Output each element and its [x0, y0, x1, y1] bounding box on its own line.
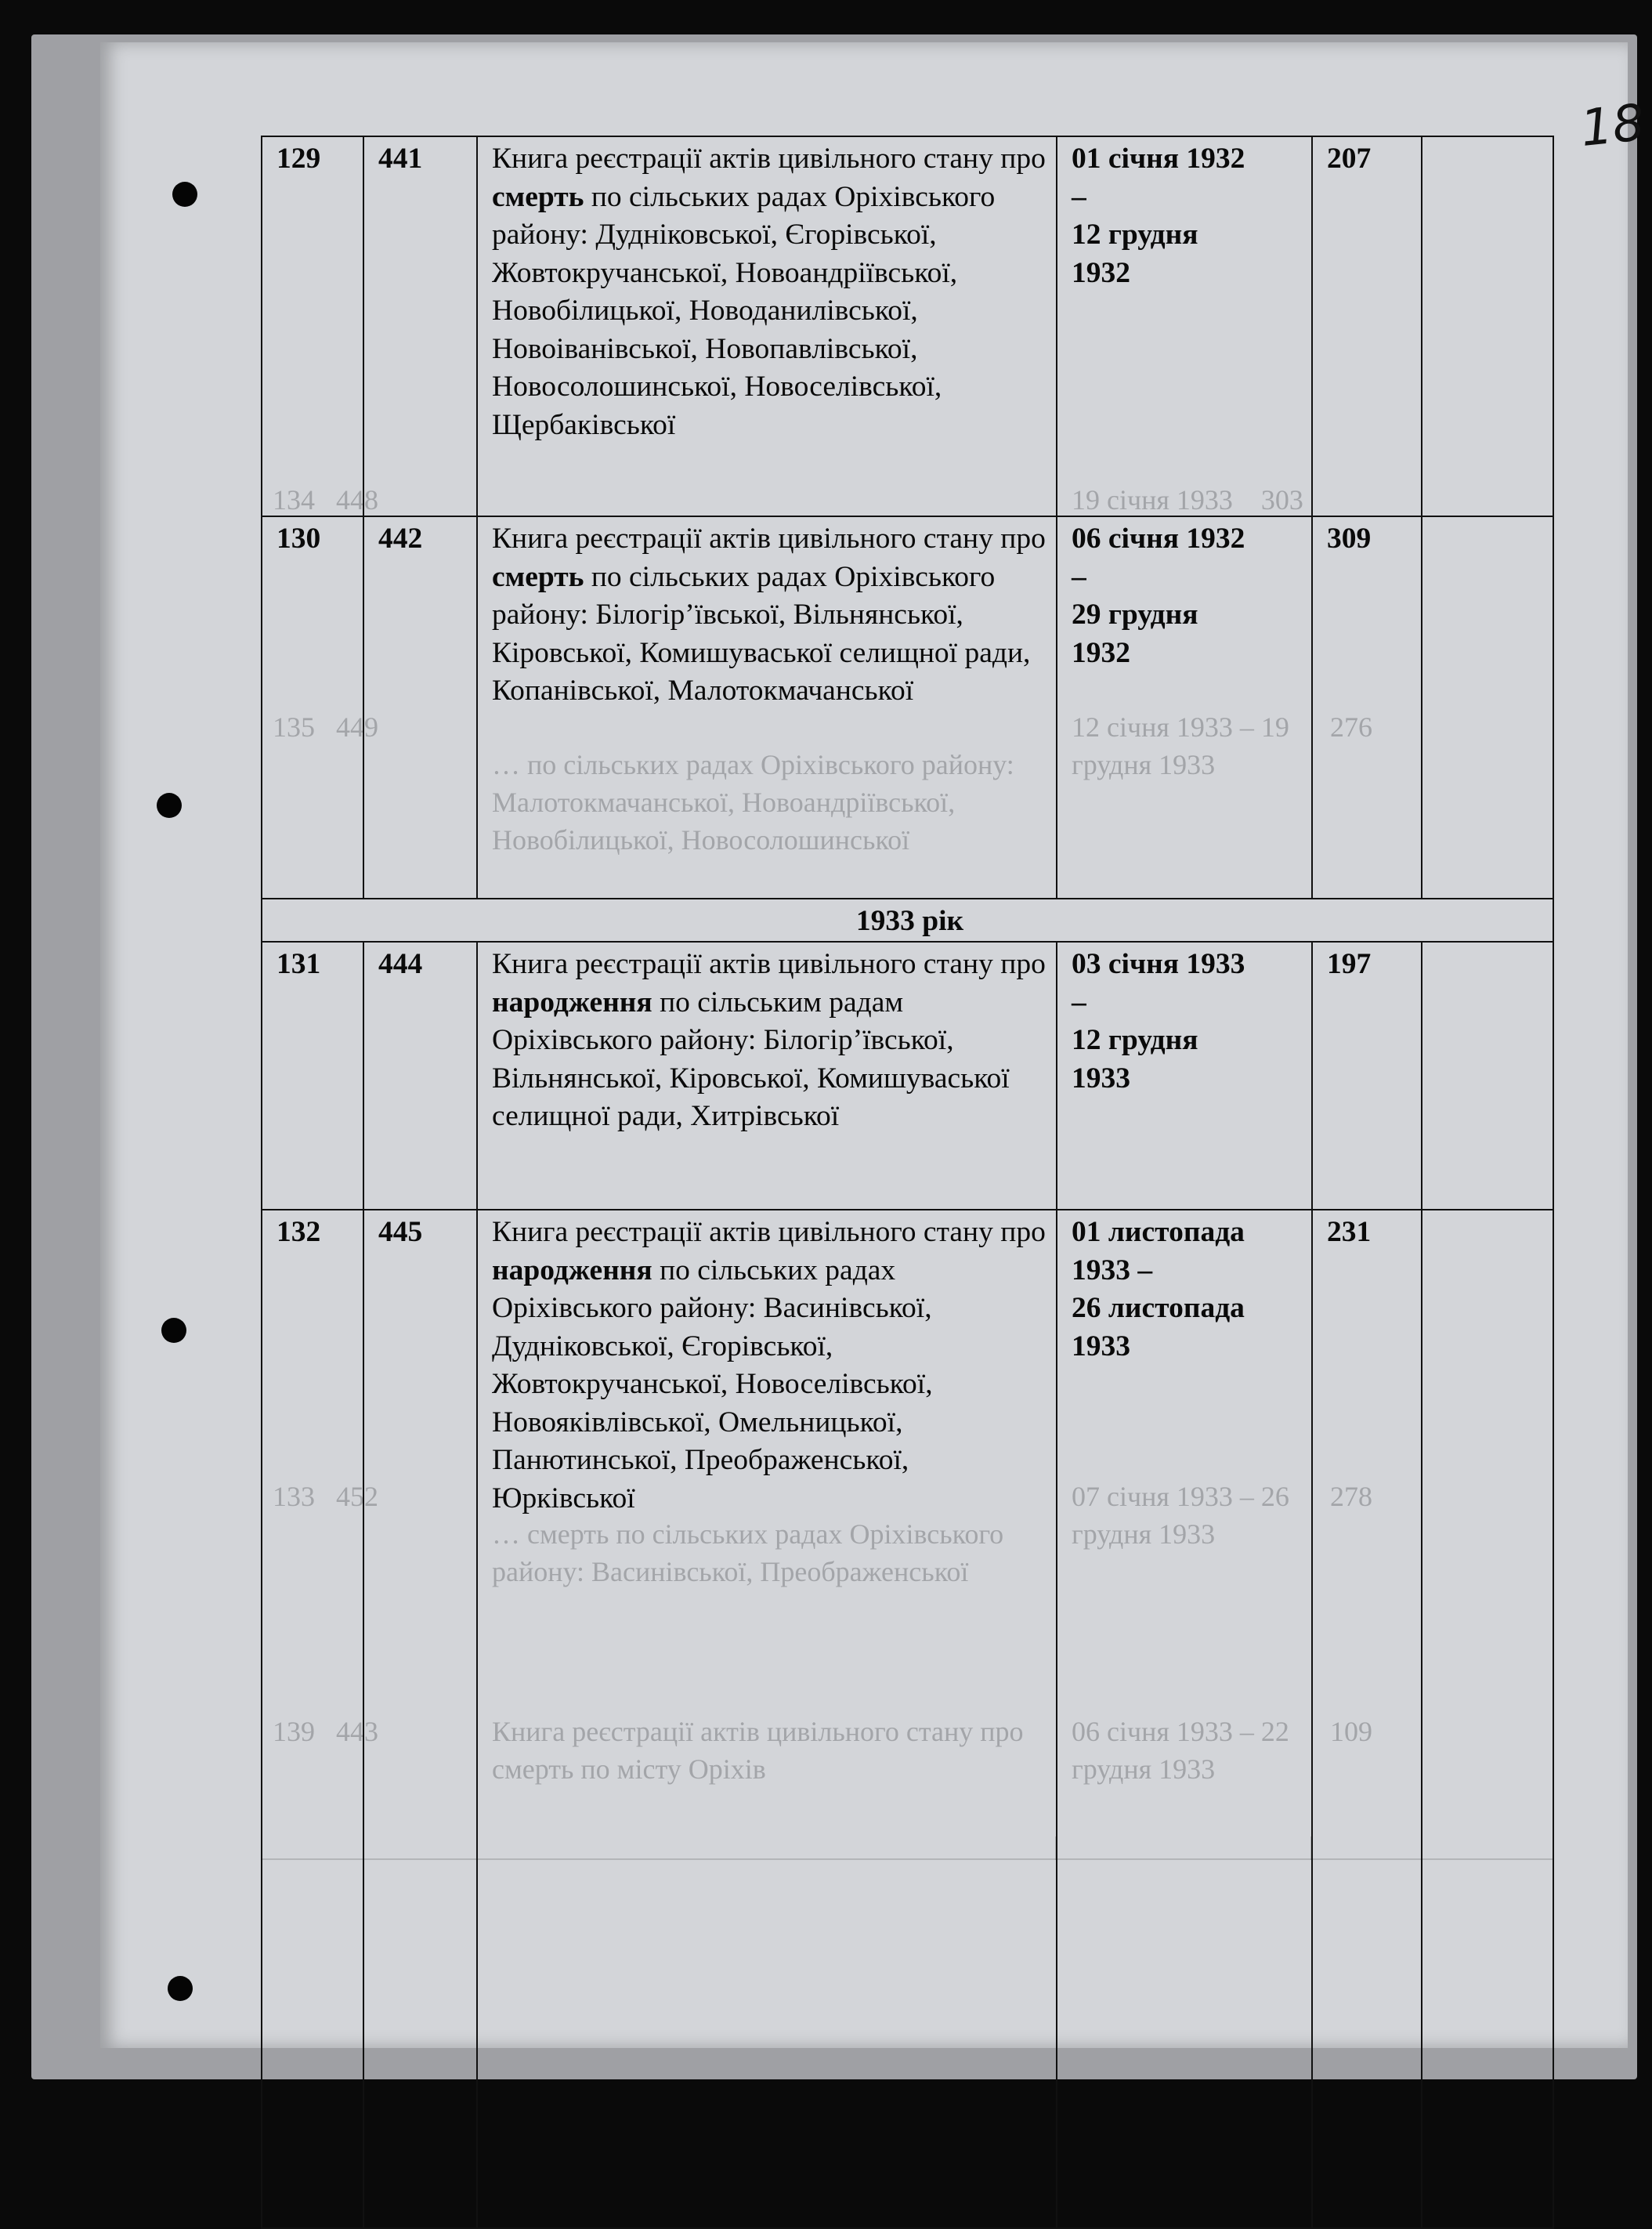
bleed-through-text: 12 січня 1933 – 19 грудня 1933 — [1072, 711, 1289, 780]
record-number: 131 — [262, 942, 363, 1210]
bleed-through-text: 139 443 — [273, 1716, 378, 1747]
bleed-through-text: 06 січня 1933 – 22 грудня 1933 — [1072, 1716, 1289, 1785]
table-row — [262, 516, 1553, 899]
record-title: Книга реєстрації актів цивільного стану про смерть по сільських радах Оріхівського району: Дудніковської, Єгорівської, Жовтокручанської, Новоандріївської, Новобілицької, Новоданилівської, Новоіванівської, Новопавлівської, Новосолошинської, Новоселівської, Щербаківської — [477, 136, 1057, 516]
sheet-count: 197 — [1312, 942, 1422, 1210]
record-dates: 06 січня 1932 – 29 грудня 1932 — [1057, 516, 1312, 899]
bleed-through-text: 19 січня 1933 303 — [1072, 484, 1303, 516]
case-number: 441 — [363, 136, 477, 516]
record-dates: 01 січня 1932 – 12 грудня 1932 — [1057, 136, 1312, 516]
case-number: 442 — [363, 516, 477, 899]
table-row — [262, 942, 1553, 1210]
case-number: 444 — [363, 942, 477, 1210]
case-number: 445 — [363, 1210, 477, 2228]
bleed-through-text: 133 452 — [273, 1481, 378, 1512]
year-row — [262, 899, 1553, 942]
record-number: 129 — [262, 136, 363, 516]
sheet-count: 231 — [1312, 1210, 1422, 2228]
table-row — [262, 1210, 1553, 2228]
binder-hole — [168, 1976, 193, 2001]
sheet-count: 207 — [1312, 136, 1422, 516]
archive-register-table — [261, 136, 1554, 2229]
binder-hole — [161, 1318, 186, 1343]
record-note — [1422, 516, 1553, 899]
sheet-count: 309 — [1312, 516, 1422, 899]
record-number: 130 — [262, 516, 363, 899]
record-note — [1422, 1210, 1553, 2228]
record-dates: 01 листопада 1933 – 26 листопада 1933 — [1057, 1210, 1312, 2228]
bleed-through-text: 278 — [1330, 1481, 1372, 1512]
record-note — [1422, 136, 1553, 516]
binder-hole — [157, 793, 182, 818]
record-title: Книга реєстрації актів цивільного стану про народження по сільським радам Оріхівського району: Білогір’ївської, Вільнянської, Кіровської, Комишуваської селищної ради, Хитрівської — [477, 942, 1057, 1210]
binder-hole — [172, 182, 197, 207]
record-number: 132 — [262, 1210, 363, 2228]
table-row — [262, 136, 1553, 516]
year-heading: 1933 рік — [262, 899, 1553, 942]
bleed-through-text: Книга реєстрації актів цивільного стану про смерть по місту Оріхів — [492, 1716, 1024, 1785]
record-title: Книга реєстрації актів цивільного стану про смерть по сільських радах Оріхівського району: Білогір’ївської, Вільнянської, Кіровської, Комишуваської селищної ради, Копанівської, Малотокмачанської — [477, 516, 1057, 899]
record-dates: 03 січня 1933 – 12 грудня 1933 — [1057, 942, 1312, 1210]
bleed-through-text: … смерть по сільських радах Оріхівського району: Васинівської, Преображенської — [492, 1518, 1004, 1587]
bleed-through-text: 109 — [1330, 1716, 1372, 1747]
bleed-through-text: 07 січня 1933 – 26 грудня 1933 — [1072, 1481, 1289, 1550]
record-title: Книга реєстрації актів цивільного стану про народження по сільських радах Оріхівського району: Васинівської, Дудніковської, Єгорівської, Жовтокручанської, Новоселівської, Новояківлівської, Омельницької, Панютинської, Преображенської, Юрківської — [477, 1210, 1057, 2228]
bleed-through-text: 135 449 — [273, 711, 378, 743]
bleed-through-text: … по сільських радах Оріхівського району: Малотокмачанської, Новоандріївської, Новобілицької, Новосолошинської — [492, 749, 1014, 856]
bleed-through-text: 276 — [1330, 711, 1372, 743]
record-note — [1422, 942, 1553, 1210]
bleed-through-text: 134 448 — [273, 484, 378, 516]
page-number: 18 — [1578, 93, 1648, 159]
